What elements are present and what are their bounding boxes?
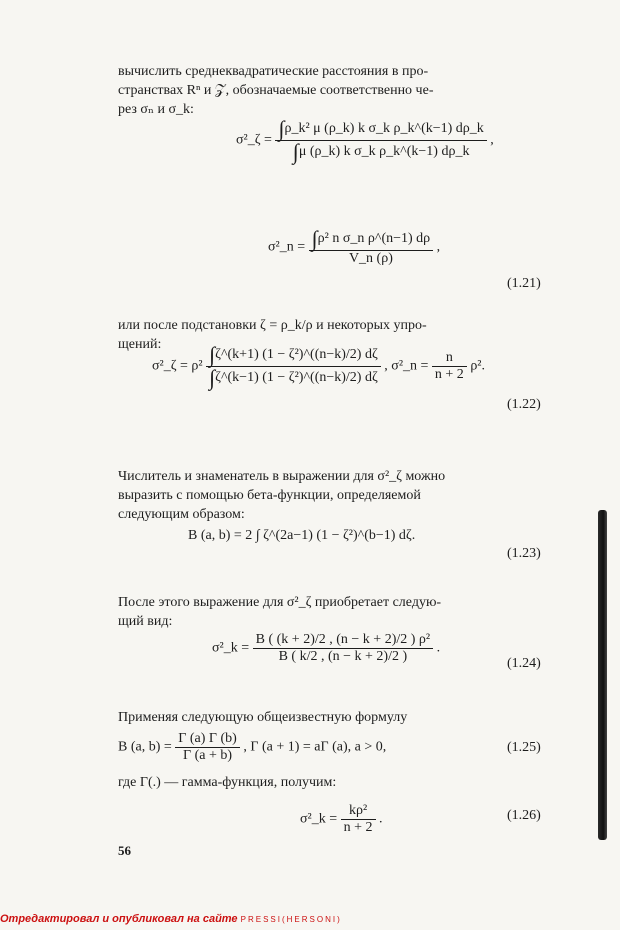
denominator-text: B ( k/2 , (n − k + 2)/2 ) xyxy=(278,649,408,664)
equation-1-25 xyxy=(118,731,386,764)
fraction xyxy=(432,350,467,383)
equation-number: (1.24) xyxy=(507,656,541,671)
numerator-text: ρ² n σ_n ρ^(n−1) dρ xyxy=(317,231,431,247)
denominator-text: ζ^(k−1) (1 − ζ²)^((n−k)/2) dζ xyxy=(215,370,378,386)
text-line: вычислить среднеквадратические расстояния в про- xyxy=(118,64,429,79)
paragraph-beta-function xyxy=(118,467,566,524)
equation-tail: . xyxy=(379,811,383,827)
numerator-text: ζ^(k+1) (1 − ζ²)^((n−k)/2) dζ xyxy=(215,347,378,363)
equation-1-23: B (a, b) = 2 ∫ ζ^(2a−1) (1 − ζ²)^(b−1) dζ. xyxy=(188,528,416,543)
paragraph-formula-intro xyxy=(118,708,566,727)
text-line: Числитель и знаменатель в выражении для σ²_ζ можно xyxy=(118,469,446,484)
equation-middle: , σ²_n = xyxy=(384,358,429,374)
footer-text: Отредактировал и опубликовал на сайте xyxy=(0,913,238,925)
fraction xyxy=(309,228,434,267)
fraction-numerator: ∫ζ^(k+1) (1 − ζ²)^((n−k)/2) dζ xyxy=(209,342,378,367)
equation-number: (1.25) xyxy=(507,740,541,755)
denominator-text: V_n (ρ) xyxy=(348,251,393,266)
equation-tail: . xyxy=(436,640,441,656)
text-line: щий вид: xyxy=(118,614,173,629)
equation-number: (1.26) xyxy=(507,808,541,823)
equation-number: (1.23) xyxy=(507,546,541,561)
denominator-text: μ (ρ_k) k σ_k ρ_k^(k−1) dρ_k xyxy=(298,144,470,160)
paragraph-result xyxy=(118,593,566,631)
text-line: Применяя следующую общеизвестную формулу xyxy=(118,710,408,725)
equation-tail: , xyxy=(490,132,494,148)
numerator-text: Γ (a) Γ (b) xyxy=(178,731,237,746)
footer-site-link[interactable]: PRESSI(HERSONI) xyxy=(240,915,342,924)
denominator-text: n + 2 xyxy=(343,820,373,835)
text-line: После этого выражение для σ²_ζ приобретает следую- xyxy=(118,595,442,610)
footer-credit xyxy=(0,913,342,925)
equation-lhs: σ²_k = xyxy=(212,640,250,656)
equation-tail: , xyxy=(436,239,441,255)
paragraph-gamma xyxy=(118,773,566,792)
equation-1-21 xyxy=(268,228,440,267)
fraction-numerator: ∫ρ² n σ_n ρ^(n−1) dρ xyxy=(311,226,431,251)
fraction xyxy=(341,803,376,836)
numerator-text: kρ² xyxy=(349,803,368,818)
fraction-numerator: ∫ρ_k² μ (ρ_k) k σ_k ρ_k^(k−1) dρ_k xyxy=(278,116,484,141)
equation-tail: ρ². xyxy=(470,358,485,374)
equation-1-20 xyxy=(236,118,494,163)
denominator-text: Γ (a + b) xyxy=(183,748,233,763)
equation-lhs: σ²_ζ = ρ² xyxy=(152,358,203,374)
fraction-denominator: ∫ζ^(k−1) (1 − ζ²)^((n−k)/2) dζ xyxy=(209,365,378,390)
fraction xyxy=(253,632,433,665)
fraction xyxy=(206,344,381,389)
denominator-text: n + 2 xyxy=(434,367,464,382)
fraction-denominator: ∫μ (ρ_k) k σ_k ρ_k^(k−1) dρ_k xyxy=(292,139,470,164)
equation-tail: , Γ (a + 1) = aΓ (a), a > 0, xyxy=(243,739,387,755)
page-number: 56 xyxy=(118,843,131,858)
text-line: щений: xyxy=(118,337,162,352)
equation-1-22 xyxy=(152,344,485,389)
text-line: рез σₙ и σ_k: xyxy=(118,102,194,117)
equation-lhs: σ²_ζ = xyxy=(236,132,272,148)
numerator-text: ρ_k² μ (ρ_k) k σ_k ρ_k^(k−1) dρ_k xyxy=(284,121,484,137)
equation-lhs: σ²_n = xyxy=(268,239,306,255)
equation-lhs: σ²_k = xyxy=(300,811,338,827)
text-line: где Γ(.) — гамма-функция, получим: xyxy=(118,775,337,790)
numerator-text: n xyxy=(445,350,453,365)
equation-1-24 xyxy=(212,632,440,665)
equation-number: (1.22) xyxy=(507,397,541,412)
text-line: или после подстановки ζ = ρ_k/ρ и некоторых упро- xyxy=(118,318,427,333)
paragraph-intro xyxy=(118,62,566,119)
fraction xyxy=(275,118,486,163)
text-line: странствах Rⁿ и 𝒵, обозначаемые соответственно че- xyxy=(118,83,434,98)
numerator-text: B ( (k + 2)/2 , (n − k + 2)/2 ) ρ² xyxy=(255,632,431,647)
page-edge-shadow xyxy=(598,510,607,840)
equation-number: (1.21) xyxy=(507,276,541,291)
text-line: следующим образом: xyxy=(118,507,245,522)
text-line: выразить с помощью бета-функции, определяемой xyxy=(118,488,421,503)
fraction xyxy=(175,731,240,764)
equation-lhs: B (a, b) = xyxy=(118,739,172,755)
equation-1-26 xyxy=(300,803,383,836)
